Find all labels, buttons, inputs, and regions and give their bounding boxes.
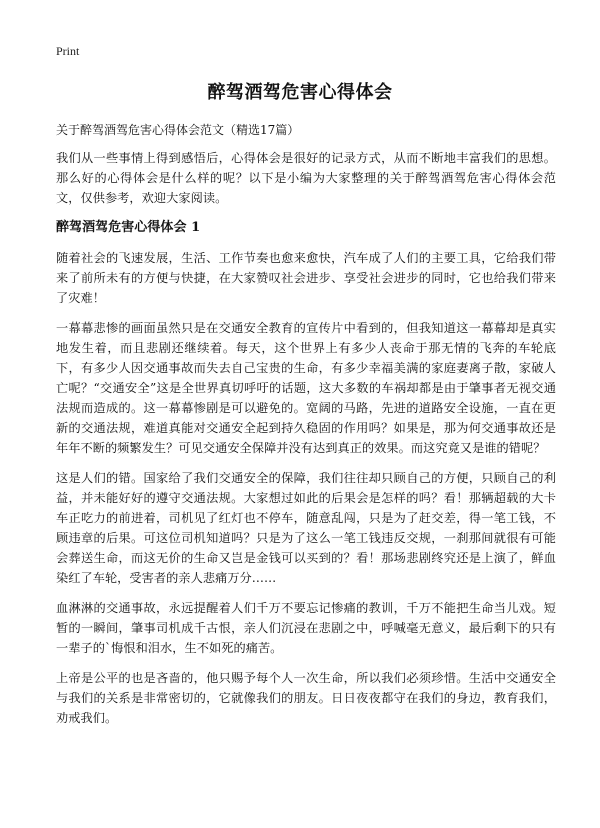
body-paragraph: 随着社会的飞速发展，生活、工作节奏也愈来愈快，汽车成了人们的主要工具，它给我们带来了前所未有的方便与快捷，在大家赞叹社会进步、享受社会进步的同时，它也给我们带来了灾难！: [56, 251, 556, 305]
document-subtitle: 关于醉驾酒驾危害心得体会范文（精选17篇）: [56, 123, 300, 137]
intro-paragraph: 我们从一些事情上得到感悟后，心得体会是很好的记录方式，从而不断地丰富我们的思想。那么好的心得体会是什么样的呢？以下是小编为大家整理的关于醉驾酒驾危害心得体会范文，仅供参考，欢迎大家阅读。: [56, 151, 556, 205]
body-paragraph: 血淋淋的交通事故，永远提醒着人们千万不要忘记惨痛的教训，千万不能把生命当儿戏。短暂的一瞬间，肇事司机成千古恨，亲人们沉浸在悲剧之中，呼喊毫无意义，最后剩下的只有一辈子的`悔恨和泪水，生不如死的痛苦。: [56, 601, 556, 655]
page-title: 醉驾酒驾危害心得体会: [207, 82, 393, 103]
body-paragraph: 这是人们的错。国家给了我们交通安全的保障，我们往往却只顾自己的方便，只顾自己的利益，并未能好好的遵守交通法规。大家想过如此的后果会是怎样的吗？看！那辆超载的大卡车正吃力的前进着，司机见了红灯也不停车，随意乱闯，只是为了赶交差，得一笔工钱，不顾违章的后果。可这位司机知道吗？只是为了这么一笔工钱违反交规，一刹那间就很有可能会葬送生命，而这无价的生命又岂是金钱可以买到的？看！那场悲剧终究还是上演了，鲜血染红了车轮，受害者的亲人悲痛万分……: [56, 471, 556, 585]
section-heading: 醉驾酒驾危害心得体会 1: [56, 220, 201, 235]
document-body: [56, 148, 556, 738]
body-paragraph: 一幕幕悲惨的画面虽然只是在交通安全教育的宣传片中看到的，但我知道这一幕幕却是真实地发生着，而且悲剧还继续着。每天，这个世界上有多少人丧命于那无情的飞奔的车轮底下，有多少人因交通事故而失去自己宝贵的生命，有多少幸福美满的家庭妻离子散，家破人亡呢？“交通安全”这是全世界真切呼吁的话题，这大多数的车祸却都是由于肇事者无视交通法规而造成的。这一幕幕惨剧是可以避免的。宽阔的马路，先进的道路安全设施，一直在更新的交通法规，难道真能对交通安全起到持久稳固的作用吗？如果是，那为何交通事故还是年年不断的频繁发生？可见交通安全保障并没有达到真正的效果。而这究竟又是谁的错呢？: [56, 321, 556, 455]
body-paragraph: 上帝是公平的也是吝啬的，他只赐予每个人一次生命，所以我们必须珍惜。生活中交通安全与我们的关系是非常密切的，它就像我们的朋友。日日夜夜都守在我们的身边，教育我们，劝戒我们。: [56, 671, 556, 725]
print-link[interactable]: Print: [56, 44, 80, 58]
